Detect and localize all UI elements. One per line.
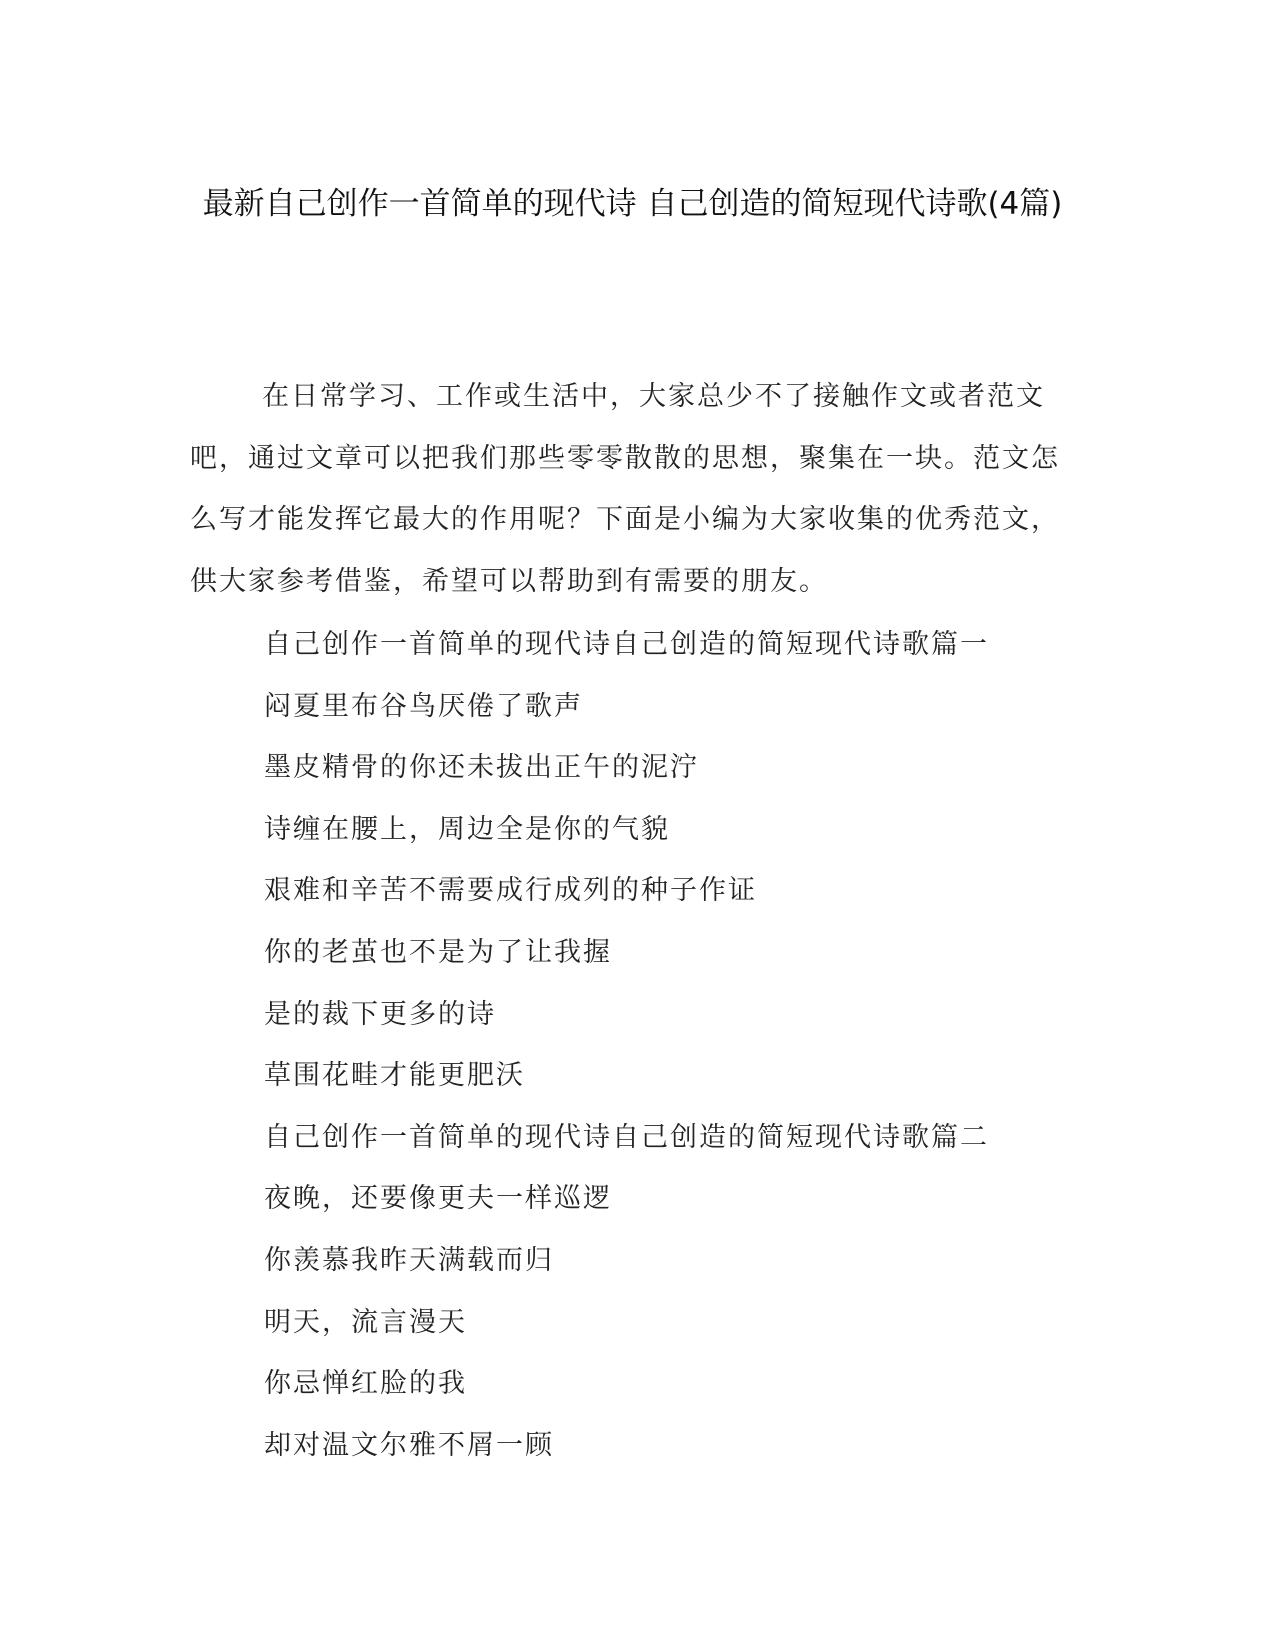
document-title: 最新自己创作一首简单的现代诗 自己创造的简短现代诗歌(4篇) <box>202 186 1063 222</box>
poem-line: 却对温文尔雅不屑一顾 <box>264 1429 554 1461</box>
poem-line: 你忌惮红脸的我 <box>264 1368 467 1400</box>
poem-line: 草围花畦才能更肥沃 <box>264 1060 525 1092</box>
poem-line: 你羡慕我昨天满载而归 <box>264 1244 554 1276</box>
poem-lines <box>264 614 989 1476</box>
poem-line: 艰难和辛苦不需要成行成列的种子作证 <box>264 875 757 907</box>
poem-line: 诗缠在腰上，周边全是你的气貌 <box>264 813 670 845</box>
section-heading-2: 自己创作一首简单的现代诗自己创造的简短现代诗歌篇二 <box>264 1121 989 1153</box>
poem-line: 是的裁下更多的诗 <box>264 998 496 1030</box>
poem-line: 你的老茧也不是为了让我握 <box>264 936 612 968</box>
poem-line: 夜晚，还要像更夫一样巡逻 <box>264 1183 612 1215</box>
poem-line: 闷夏里布谷鸟厌倦了歌声 <box>264 690 583 722</box>
section-heading-1: 自己创作一首简单的现代诗自己创造的简短现代诗歌篇一 <box>264 629 989 660</box>
poem-line: 明天，流言漫天 <box>264 1306 467 1338</box>
poem-line: 墨皮精骨的你还未拔出正午的泥泞 <box>264 752 699 784</box>
intro-paragraph: 在日常学习、工作或生活中，大家总少不了接触作文或者范文吧，通过文章可以把我们那些零零散散的思想，聚集在一块。范文怎么写才能发挥它最大的作用呢？下面是小编为大家收集的优秀范文，供大家参考借鉴，希望可以帮助到有需要的朋友。 <box>190 381 1060 597</box>
